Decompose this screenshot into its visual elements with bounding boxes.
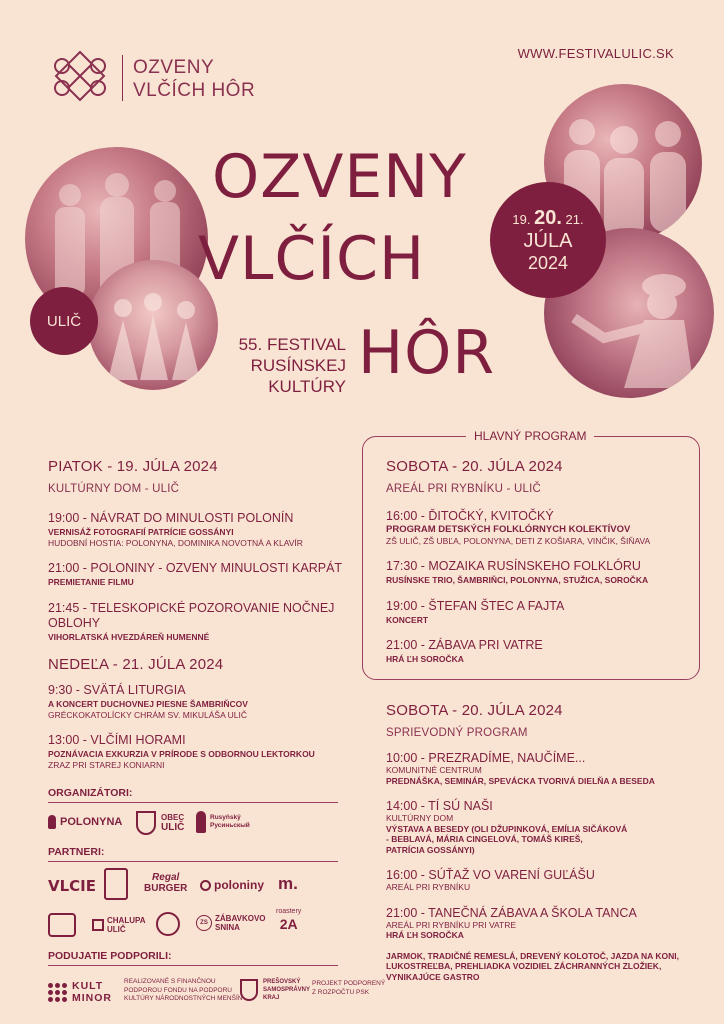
subtitle-line-3: KULTÚRY (268, 377, 346, 396)
event-title-cont: OBLOHY (48, 615, 101, 630)
event-title: 19:00 - ŠTEFAN ŠTEC A FAJTA (386, 598, 565, 613)
date-year: 2024 (527, 252, 569, 273)
event-detail: AREÁL PRI RYBNÍKU PRI VATRE (386, 919, 517, 930)
logo-divider (122, 55, 123, 101)
main-program-label: HLAVNÝ PROGRAM (466, 429, 594, 443)
organizers-rule (48, 802, 338, 803)
event-item (48, 683, 348, 720)
kultminor-dots-icon (48, 983, 67, 1002)
event-detail: PATRÍCIA GOSSÁNYI) (386, 844, 475, 855)
logo-obec-ulic (136, 811, 184, 835)
event-detail: VERNISÁŽ FOTOGRAFIÍ PATRÍCIE GOSSÁNYI (48, 527, 234, 537)
event-item (386, 638, 686, 665)
event-item (386, 751, 706, 786)
hero-title-line-3: HÔR (358, 318, 496, 388)
event-title: 13:00 - VLČÍMI HORAMI (48, 733, 186, 747)
coat-of-arms-icon (136, 811, 156, 835)
organizers-label: ORGANIZÁTORI: (48, 787, 133, 799)
event-detail: KULTÚRNY DOM (386, 813, 454, 823)
logo-wordmark (133, 56, 255, 102)
event-detail: HUDOBNÍ HOSTIA: POLONYNA, DOMINIKA NOVOTNÁ A KLAVÍR (48, 537, 303, 548)
psk-line: KRAJ (263, 995, 280, 1001)
logo-regal-burger (144, 872, 187, 894)
event-detail: GRÉCKOKATOLÍCKY CHRÁM SV. MIKULÁŠA ULIČ (48, 709, 248, 720)
snina-text: SNINA (215, 923, 240, 932)
event-detail: PREMIETANIE FILMU (48, 577, 134, 587)
event-detail: HRÁ ĽH SOROČKA (386, 654, 464, 664)
left-program (48, 458, 348, 770)
kultminor-description (124, 978, 242, 1004)
psk-desc-line: PROJEKT PODPORENÝ (312, 980, 386, 987)
date-month: JÚLA (523, 229, 573, 252)
logo-zabavkovo (196, 914, 266, 932)
event-title: 21:00 - POLONINY - OZVENY MINULOSTI KARPÁT (48, 561, 343, 575)
date-day-21: 21. (565, 211, 584, 227)
event-title: 14:00 - TÍ SÚ NAŠI (386, 799, 493, 813)
event-item (386, 509, 686, 546)
obec-text: OBEC (161, 813, 185, 822)
event-title: 10:00 - PREZRADÍME, NAUČÍME... (386, 751, 586, 765)
burger-text: BURGER (144, 883, 188, 894)
psk-line: SAMOSPRÁVNY (263, 987, 311, 993)
logo-vlcie: VLCIE (48, 877, 97, 895)
logo-chalupa-ulic (92, 916, 146, 934)
seal-icon (156, 912, 180, 936)
event-detail: ZŠ ULIČ, ZŠ UBĽA, POLONYNA, DETI Z KOŠIARA, VINČIK, ŠIŇAVA (386, 535, 651, 546)
date-badge (490, 182, 606, 298)
date-day-19: 19. (512, 211, 531, 227)
event-item (386, 868, 706, 893)
supported-rule (48, 965, 338, 966)
event-item (386, 906, 706, 941)
subtitle-line-1: 55. FESTIVAL (238, 335, 346, 354)
event-item (386, 559, 686, 586)
logo-rusynsky (196, 811, 250, 833)
event-detail: PREDNÁŠKA, SEMINÁR, SPEVÁCKA TVORIVÁ DIELŇA A BESEDA (386, 775, 655, 786)
psk-line: PREŠOVSKÝ (263, 979, 301, 985)
kult-desc-line: REALIZOVANÉ S FINANČNOU (124, 978, 216, 985)
festival-logo (48, 48, 112, 108)
event-title: 17:30 - MOZAIKA RUSÍNSKEHO FOLKLÓRU (386, 559, 641, 573)
event-detail: KONCERT (386, 614, 429, 625)
house-icon (92, 919, 104, 931)
date-days (512, 207, 583, 230)
2a-text: 2A (279, 916, 298, 932)
event-item (48, 601, 348, 643)
logo-polonyna (48, 815, 122, 829)
side-program (386, 702, 706, 982)
event-detail: PROGRAM DETSKÝCH FOLKLÓRNYCH KOLEKTÍVOV (386, 524, 631, 535)
event-detail: A KONCERT DUCHOVNEJ PIESNE ŠAMBRIŇCOV (48, 699, 248, 709)
event-item (386, 799, 706, 855)
event-item (386, 599, 686, 626)
event-title: 21:45 - TELESKOPICKÉ POZOROVANIE NOČNEJ (48, 600, 335, 615)
psk-shield-icon (240, 979, 258, 1001)
event-title: 16:00 - SÚŤAŽ VO VARENÍ GUĽÁŠU (386, 868, 595, 882)
minor-text: MINOR (72, 992, 112, 1004)
chalupa-ulic-text: ULIČ (107, 925, 126, 934)
day-heading-saturday: SOBOTA - 20. JÚLA 2024 (386, 458, 563, 475)
extras-line: JARMOK, TRADIČNÉ REMESLÁ, DREVENÝ KOLOTOČ, JAZDA NA KONI, (386, 950, 679, 961)
side-place: SPRIEVODNÝ PROGRAM (386, 727, 528, 739)
event-item (48, 733, 348, 770)
subtitle-line-2: RUSÍNSKEJ (250, 356, 346, 375)
event-title: 9:30 - SVÄTÁ LITURGIA (48, 683, 186, 697)
poloniny-text: poloniny (214, 878, 264, 892)
knot-logo-icon (48, 48, 112, 108)
event-detail: KOMUNITNÉ CENTRUM (386, 765, 482, 775)
date-day-20: 20. (534, 206, 562, 229)
extras-list (386, 951, 706, 983)
ulic-text: ULIČ (161, 822, 185, 833)
event-detail: ZRAZ PRI STAREJ KONIARNI (48, 759, 165, 770)
hero-subtitle (222, 334, 346, 397)
kult-desc-line: KULTÚRY NÁRODNOSTNÝCH MENŠÍN (124, 995, 243, 1002)
hero-title-line-2: VLČÍCH (198, 224, 426, 294)
polonyna-icon (48, 815, 56, 829)
event-item (48, 561, 348, 588)
rusyn-figure-icon (196, 811, 206, 833)
zabavkovo-text: ZÁBAVKOVO (215, 914, 266, 923)
logo-line-2: VLČÍCH HÔR (133, 80, 256, 101)
event-detail: HRÁ ĽH SOROČKA (386, 930, 464, 940)
day-place-saturday: AREÁL PRI RYBNÍKU - ULIČ (386, 483, 541, 495)
bd-logo-icon (48, 913, 76, 937)
location-badge-text: ULIČ (46, 312, 82, 330)
event-item (48, 511, 348, 548)
extras-line: LUKOSTREĽBA, PREHLIADKA VOZIDIEL ZÁCHRANNÝCH ZLOŽIEK, (386, 961, 662, 971)
roastery-text: roastery (276, 908, 302, 915)
logo-roastery-2a (276, 906, 301, 930)
event-title: 19:00 - NÁVRAT DO MINULOSTI POLONÍN (48, 511, 294, 525)
chalupa-text: CHALUPA (107, 916, 146, 925)
psk-description (312, 980, 385, 997)
day-heading-sunday: NEDEĽA - 21. JÚLA 2024 (48, 656, 224, 673)
logo-m: m. (278, 874, 298, 893)
event-detail: AREÁL PRI RYBNÍKU (386, 882, 471, 892)
rusyn-cyr-text: Русиньскый (210, 822, 250, 829)
location-badge (30, 287, 98, 355)
logo-kultminor (48, 980, 112, 1004)
event-title: 21:00 - ZÁBAVA PRI VATRE (386, 638, 543, 652)
kult-text: KULT (72, 980, 104, 992)
windmill-icon (104, 868, 128, 900)
day-heading-friday: PIATOK - 19. JÚLA 2024 (48, 458, 218, 475)
event-title: 21:00 - TANEČNÁ ZÁBAVA A ŠKOLA TANCA (386, 905, 637, 920)
logo-poloniny (200, 878, 264, 892)
polonyna-text: POLONYNA (60, 816, 123, 828)
side-heading: SOBOTA - 20. JÚLA 2024 (386, 702, 563, 719)
event-detail: VIHORLATSKÁ HVEZDÁREŇ HUMENNÉ (48, 631, 210, 642)
zs-badge-icon: ZS (196, 915, 212, 931)
kult-desc-line: PODPOROU FONDU NA PODPORU (124, 986, 232, 994)
main-program (386, 458, 686, 665)
extras-line: VYNIKAJÚCE GASTRO (386, 971, 480, 982)
rusyn-text: Rusyňskŷ (210, 814, 241, 821)
logo-psk (240, 978, 310, 1002)
day-place-friday: KULTÚRNY DOM - ULIČ (48, 483, 180, 495)
psk-desc-line: Z ROZPOČTU PSK (312, 988, 370, 996)
event-detail: - BEBLAVÁ, MÁRIA CINGELOVÁ, TOMÁŠ KIREŠ, (386, 834, 583, 844)
event-title: 16:00 - ĎITOČKÝ, KVITOČKÝ (386, 509, 554, 523)
hero-title-line-1: OZVENY (212, 142, 467, 212)
partners-rule (48, 861, 338, 862)
festival-url[interactable]: WWW.FESTIVALULIC.SK (517, 46, 674, 61)
partners-label: PARTNERI: (48, 846, 105, 858)
regal-text: Regal (152, 872, 180, 883)
event-detail: VÝSTAVA A BESEDY (OLI DŽUPINKOVÁ, EMÍLIA SIČÁKOVÁ (386, 823, 628, 834)
logo-line-1: OZVENY (133, 57, 215, 78)
event-detail: POZNÁVACIA EXKURZIA V PRÍRODE S ODBORNOU LEKTORKOU (48, 749, 315, 759)
supported-label: PODUJATIE PODPORILI: (48, 950, 172, 962)
poloniny-icon (200, 880, 211, 891)
event-detail: RUSÍNSKE TRIO, ŠAMBRIŇCI, POLONYNA, STUŽICA, SOROČKA (386, 575, 649, 585)
